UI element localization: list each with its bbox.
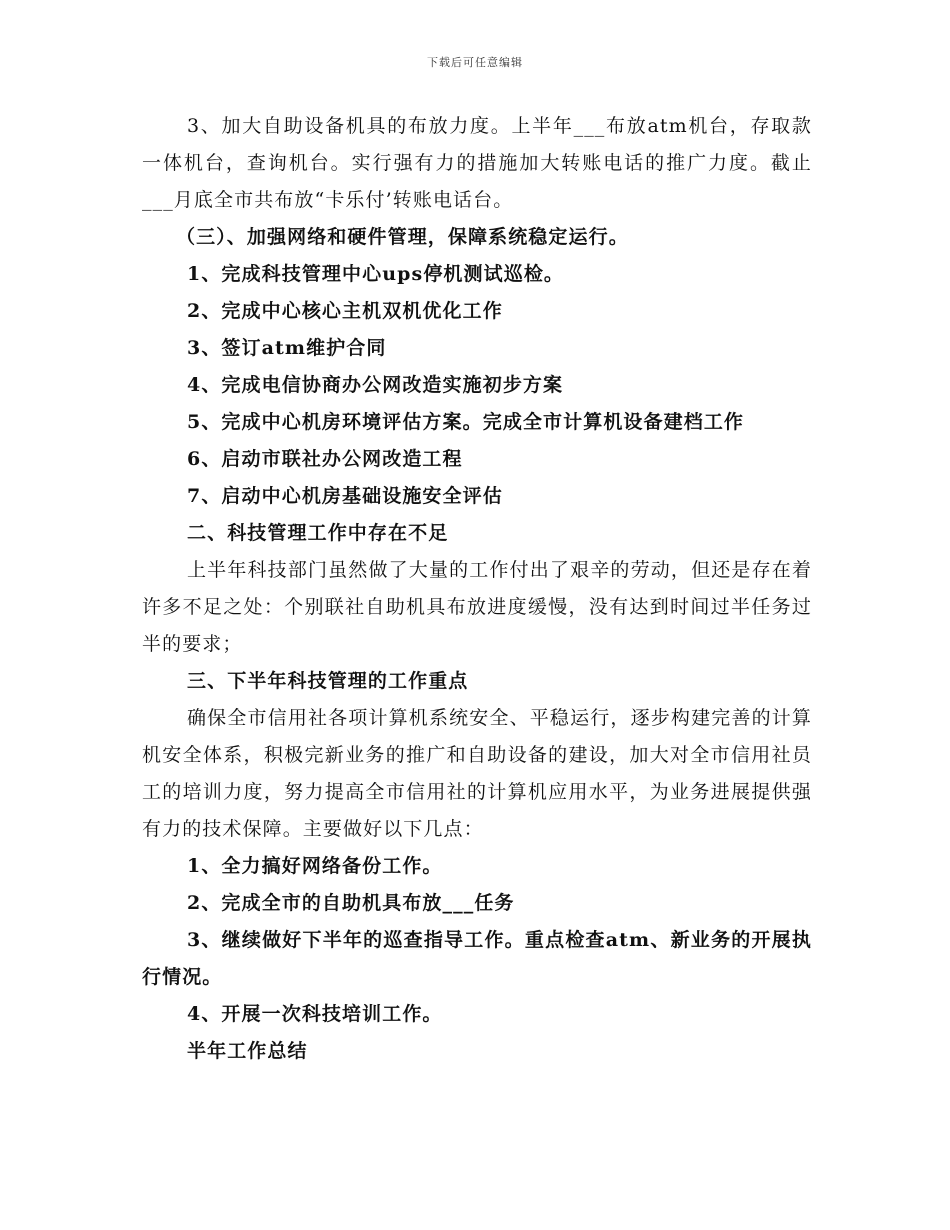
paragraph-self-service-devices: 3、加大自助设备机具的布放力度。上半年___布放atm机台，存取款一体机台，查询机台。实行强有力的措施加大转账电话的推广力度。截止___月底全市共布放“卡乐付’转账电话台。 (142, 115, 812, 211)
list-item: 6、启动市联社办公网改造工程 (187, 448, 463, 470)
section-heading-network-hardware: （三）、加强网络和硬件管理，保障系统稳定运行。 (176, 226, 629, 248)
list-item: 2、完成中心核心主机双机优化工作 (187, 300, 503, 322)
section-heading-shortcomings: 二、科技管理工作中存在不足 (187, 522, 449, 544)
paragraph-shortcomings: 上半年科技部门虽然做了大量的工作付出了艰辛的劳动，但还是存在着许多不足之处：个别联社自助机具布放进度缓慢，没有达到时间过半任务过半的要求； (142, 559, 812, 655)
list-item: 5、完成中心机房环境评估方案。完成全市计算机设备建档工作 (187, 411, 745, 433)
list-item: 7、启动中心机房基础设施安全评估 (187, 485, 503, 507)
list-item: 2、完成全市的自助机具布放___任务 (187, 892, 515, 914)
list-item: 1、完成科技管理中心ups停机测试巡检。 (187, 263, 565, 285)
page-header: 下载后可任意编辑 (427, 56, 523, 69)
list-item: 3、继续做好下半年的巡查指导工作。重点检查atm、新业务的开展执行情况。 (142, 929, 812, 988)
list-item: 3、签订atm维护合同 (187, 337, 387, 359)
document-body (142, 108, 812, 1070)
section-heading-second-half-focus: 三、下半年科技管理的工作重点 (187, 670, 469, 692)
list-item: 4、开展一次科技培训工作。 (187, 1003, 443, 1025)
closing-title: 半年工作总结 (187, 1040, 308, 1062)
list-item: 4、完成电信协商办公网改造实施初步方案 (187, 374, 564, 396)
list-item: 1、全力搞好网络备份工作。 (187, 855, 443, 877)
paragraph-second-half-focus: 确保全市信用社各项计算机系统安全、平稳运行，逐步构建完善的计算机安全体系，积极完新业务的推广和自助设备的建设，加大对全市信用社员工的培训力度，努力提高全市信用社的计算机应用水平，为业务进展提供强有力的技术保障。主要做好以下几点： (142, 707, 812, 840)
